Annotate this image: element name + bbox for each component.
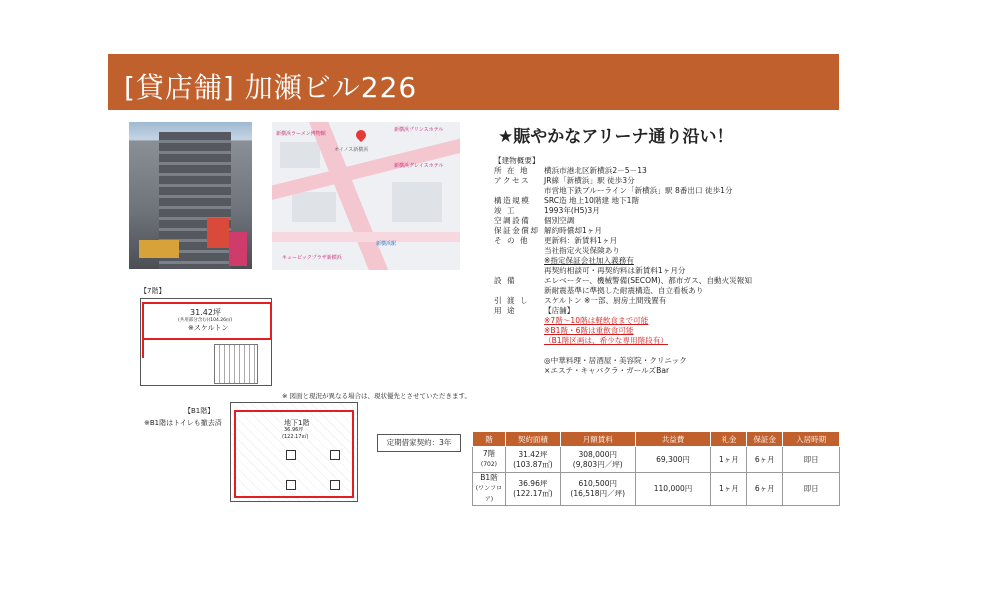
spec-row (494, 306, 824, 316)
spec-value: 更新料：新賃料1ヶ月 (544, 236, 618, 245)
page-title: [貸店舗] 加瀬ビル226 (124, 71, 418, 104)
headline: ★賑やかなアリーナ通り沿い！ (498, 127, 734, 147)
building-photo (129, 122, 252, 269)
spec-row (494, 336, 824, 346)
spec-row (494, 166, 824, 176)
spec-value: エレベーター、機械警備(SECOM)、都市ガス、自動火災報知 (544, 276, 752, 285)
planb1-side-note: ※B1階はトイレも撤去済 (144, 419, 222, 427)
spec-value: 再契約相談可・再契約料は新賃料1ヶ月分 (544, 266, 686, 275)
spec-key: アクセス (494, 176, 531, 185)
col-rent: 月額賃料 (560, 432, 635, 447)
spec-value: 横浜市港北区新横浜2－5－13 (544, 166, 647, 175)
spec-value: 市営地下鉄ブルーライン「新横浜」駅 8番出口 徒歩1分 (544, 186, 733, 195)
spec-value: 1993年(H5)3月 (544, 206, 600, 215)
spec-key: 空調設備 (494, 216, 531, 225)
spec-row (494, 296, 824, 306)
building-spec (494, 156, 824, 376)
spec-value: ※B1階・6階は重飲食可能 (544, 326, 634, 335)
spec-row (494, 226, 824, 236)
spec-row (494, 346, 824, 356)
spec-value: 新耐震基準に準拠した耐震構造、自立看板あり (544, 286, 704, 295)
spec-section-title: 【建物概要】 (494, 156, 540, 165)
spec-row (494, 236, 824, 246)
spec-row (494, 266, 824, 276)
spec-row (494, 356, 824, 366)
spec-row (494, 186, 824, 196)
spec-row (494, 206, 824, 216)
spec-key: 用 途 (494, 306, 517, 315)
spec-key: 保証金償却 (494, 226, 540, 235)
table-row: 7階 (702) 31.42坪 (103.87㎡) 308,000円 (9,803円／坪) 69,300円 1ヶ月 6ヶ月 即日 (473, 447, 840, 473)
plan7-note: ※スケルトン (188, 324, 229, 332)
spec-value: SRC造 地上10階建 地下1階 (544, 196, 640, 205)
spec-value: JR線「新横浜」駅 徒歩3分 (544, 176, 635, 185)
contract-type: 定期借家契約：3年 (377, 434, 461, 452)
spec-value: ※7階～10階は軽飲食まで可能 (544, 316, 649, 325)
rent-table (472, 431, 840, 506)
spec-row (494, 246, 824, 256)
table-row: B1階 (ワンフロア) 36.96坪 (122.17㎡) 610,500円 (16,518円／坪) 110,000円 1ヶ月 6ヶ月 即日 (473, 473, 840, 506)
planb1-label: 【B1階】 (184, 407, 215, 415)
col-area: 契約面積 (505, 432, 560, 447)
spec-value: ×エステ・キャバクラ・ガールズBar (544, 366, 670, 375)
spec-row (494, 316, 824, 326)
spec-value: 解約時償却1ヶ月 (544, 226, 602, 235)
spec-key: 引 渡 し (494, 296, 530, 305)
spec-value: 個別空調 (544, 216, 575, 225)
col-key-money: 礼金 (711, 432, 747, 447)
location-map: 新横浜ラーメン博物館 オイノス新横浜 新横浜プリンスホテル 新横浜グレイスホテル 新横浜駅 キュービックプラザ新横浜 (272, 122, 460, 270)
spec-row (494, 176, 824, 186)
spec-key: 設 備 (494, 276, 517, 285)
col-floor: 階 (473, 432, 506, 447)
plan7-sub: (共用部分含む)(104.26㎡) (178, 318, 233, 323)
spec-row (494, 216, 824, 226)
spec-row (494, 276, 824, 286)
spec-value: 当社指定火災保険あり (544, 246, 620, 255)
rent-table-header (473, 432, 840, 447)
spec-value: ※指定保証会社加入義務有 (544, 256, 634, 265)
spec-key: 所 在 地 (494, 166, 530, 175)
drawing-note: ※ 図面と現況が異なる場合は、現状優先とさせていただきます。 (282, 392, 471, 400)
col-move-in: 入居時期 (783, 432, 840, 447)
spec-row (494, 286, 824, 296)
spec-row (494, 196, 824, 206)
spec-key: 竣 工 (494, 206, 517, 215)
spec-key: 構造規模 (494, 196, 531, 205)
spec-row (494, 326, 824, 336)
plan7-label: 【7階】 (140, 287, 166, 295)
spec-key: そ の 他 (494, 236, 530, 245)
spec-value: スケルトン ※一部、厨房土間残置有 (544, 296, 667, 305)
planb1-inner-sqm: (122.17㎡) (282, 434, 309, 440)
spec-value: ◎中華料理・居酒屋・美容院・クリニック (544, 356, 687, 365)
floor-plan-b1 (130, 400, 360, 505)
spec-value: 【店舗】 (544, 306, 575, 315)
location-pin-icon (354, 128, 368, 142)
spec-row (494, 256, 824, 266)
col-deposit: 保証金 (747, 432, 783, 447)
planb1-inner-area: 36.96坪 (284, 427, 304, 433)
spec-value: （B1階区画は、希少な専用階段有） (544, 336, 668, 345)
spec-row (494, 366, 824, 376)
planb1-inner-title: 地下1階 (284, 419, 310, 427)
floor-plan-7f (130, 286, 275, 386)
plan7-area: 31.42坪 (190, 308, 221, 317)
col-common: 共益費 (635, 432, 711, 447)
